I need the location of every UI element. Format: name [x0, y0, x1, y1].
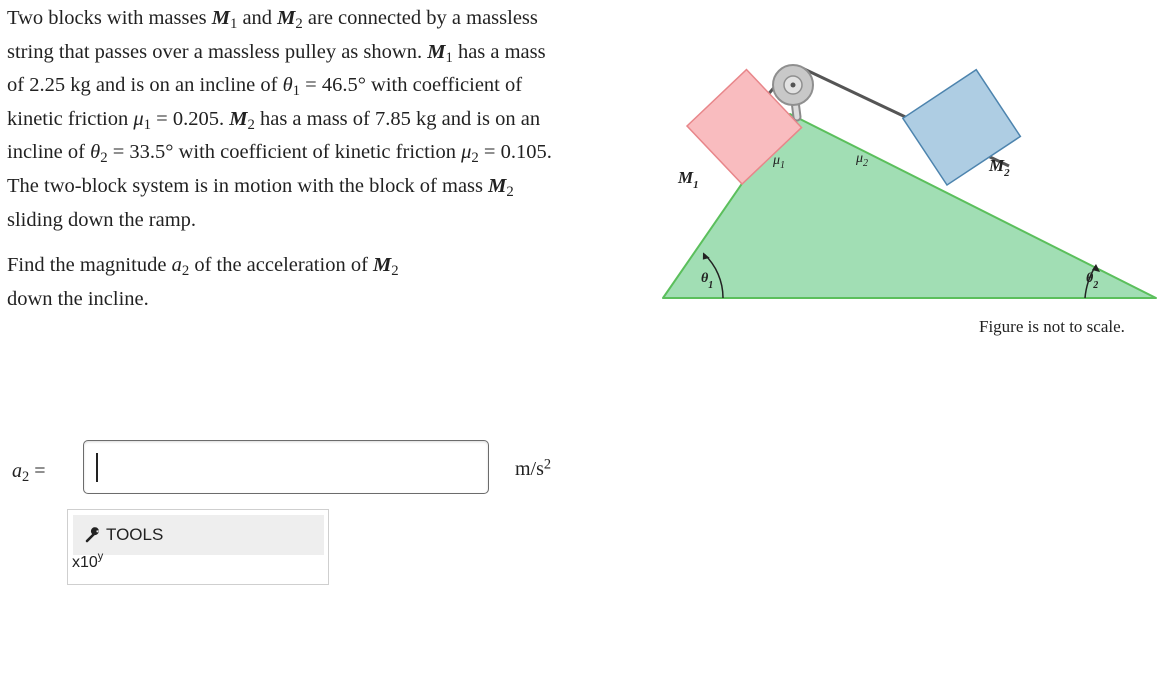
- label-m1: $M_1$: [678, 168, 699, 191]
- tools-label: TOOLS: [106, 525, 164, 544]
- answer-input[interactable]: [83, 440, 489, 494]
- label-theta1: $\theta_1$: [701, 271, 714, 291]
- answer-unit-label: $m/s^2$: [515, 456, 552, 480]
- text-caret: [96, 453, 98, 482]
- label-mu2: $\mu_2$: [856, 151, 869, 169]
- tools-toggle-button[interactable]: [73, 515, 324, 555]
- question-paragraph: Find the magnitude $a_2$ of the acceleration of $M_2$ down the incline.: [7, 254, 399, 310]
- wrench-icon: [85, 527, 101, 543]
- incline-pulley-diagram: [630, 55, 1160, 305]
- label-m2: $M_2$: [989, 156, 1010, 179]
- scientific-notation-button[interactable]: x10$^y$: [72, 550, 104, 571]
- figure-caption: Figure is not to scale.: [979, 317, 1125, 336]
- pulley-axle: [791, 83, 796, 88]
- answer-variable-label: $a_2$ =: [12, 460, 46, 486]
- problem-paragraph: Two blocks with masses $M_1$ and $M_2$ are connected by a massless string that passes over a massless pulley as shown. $M_1$ has a mass of 2.25 kg and is on an incline of $\theta_1 = 46.5^\circ$ with coefficient of kinetic friction $\mu_1 = 0.205$. $M_2$ has a mass of 7.85 kg and is on an incline of $\theta_2 = 33.5^\circ$ with coefficient of kinetic friction $\mu_2 = 0.105$. The two-block system is in motion with the block of mass $M_2$ sliding down the ramp.: [7, 7, 552, 231]
- problem-statement: [7, 2, 567, 316]
- label-theta2: $\theta_2$: [1086, 271, 1099, 291]
- tools-panel: [67, 509, 329, 585]
- label-mu1: $\mu_1$: [773, 153, 786, 171]
